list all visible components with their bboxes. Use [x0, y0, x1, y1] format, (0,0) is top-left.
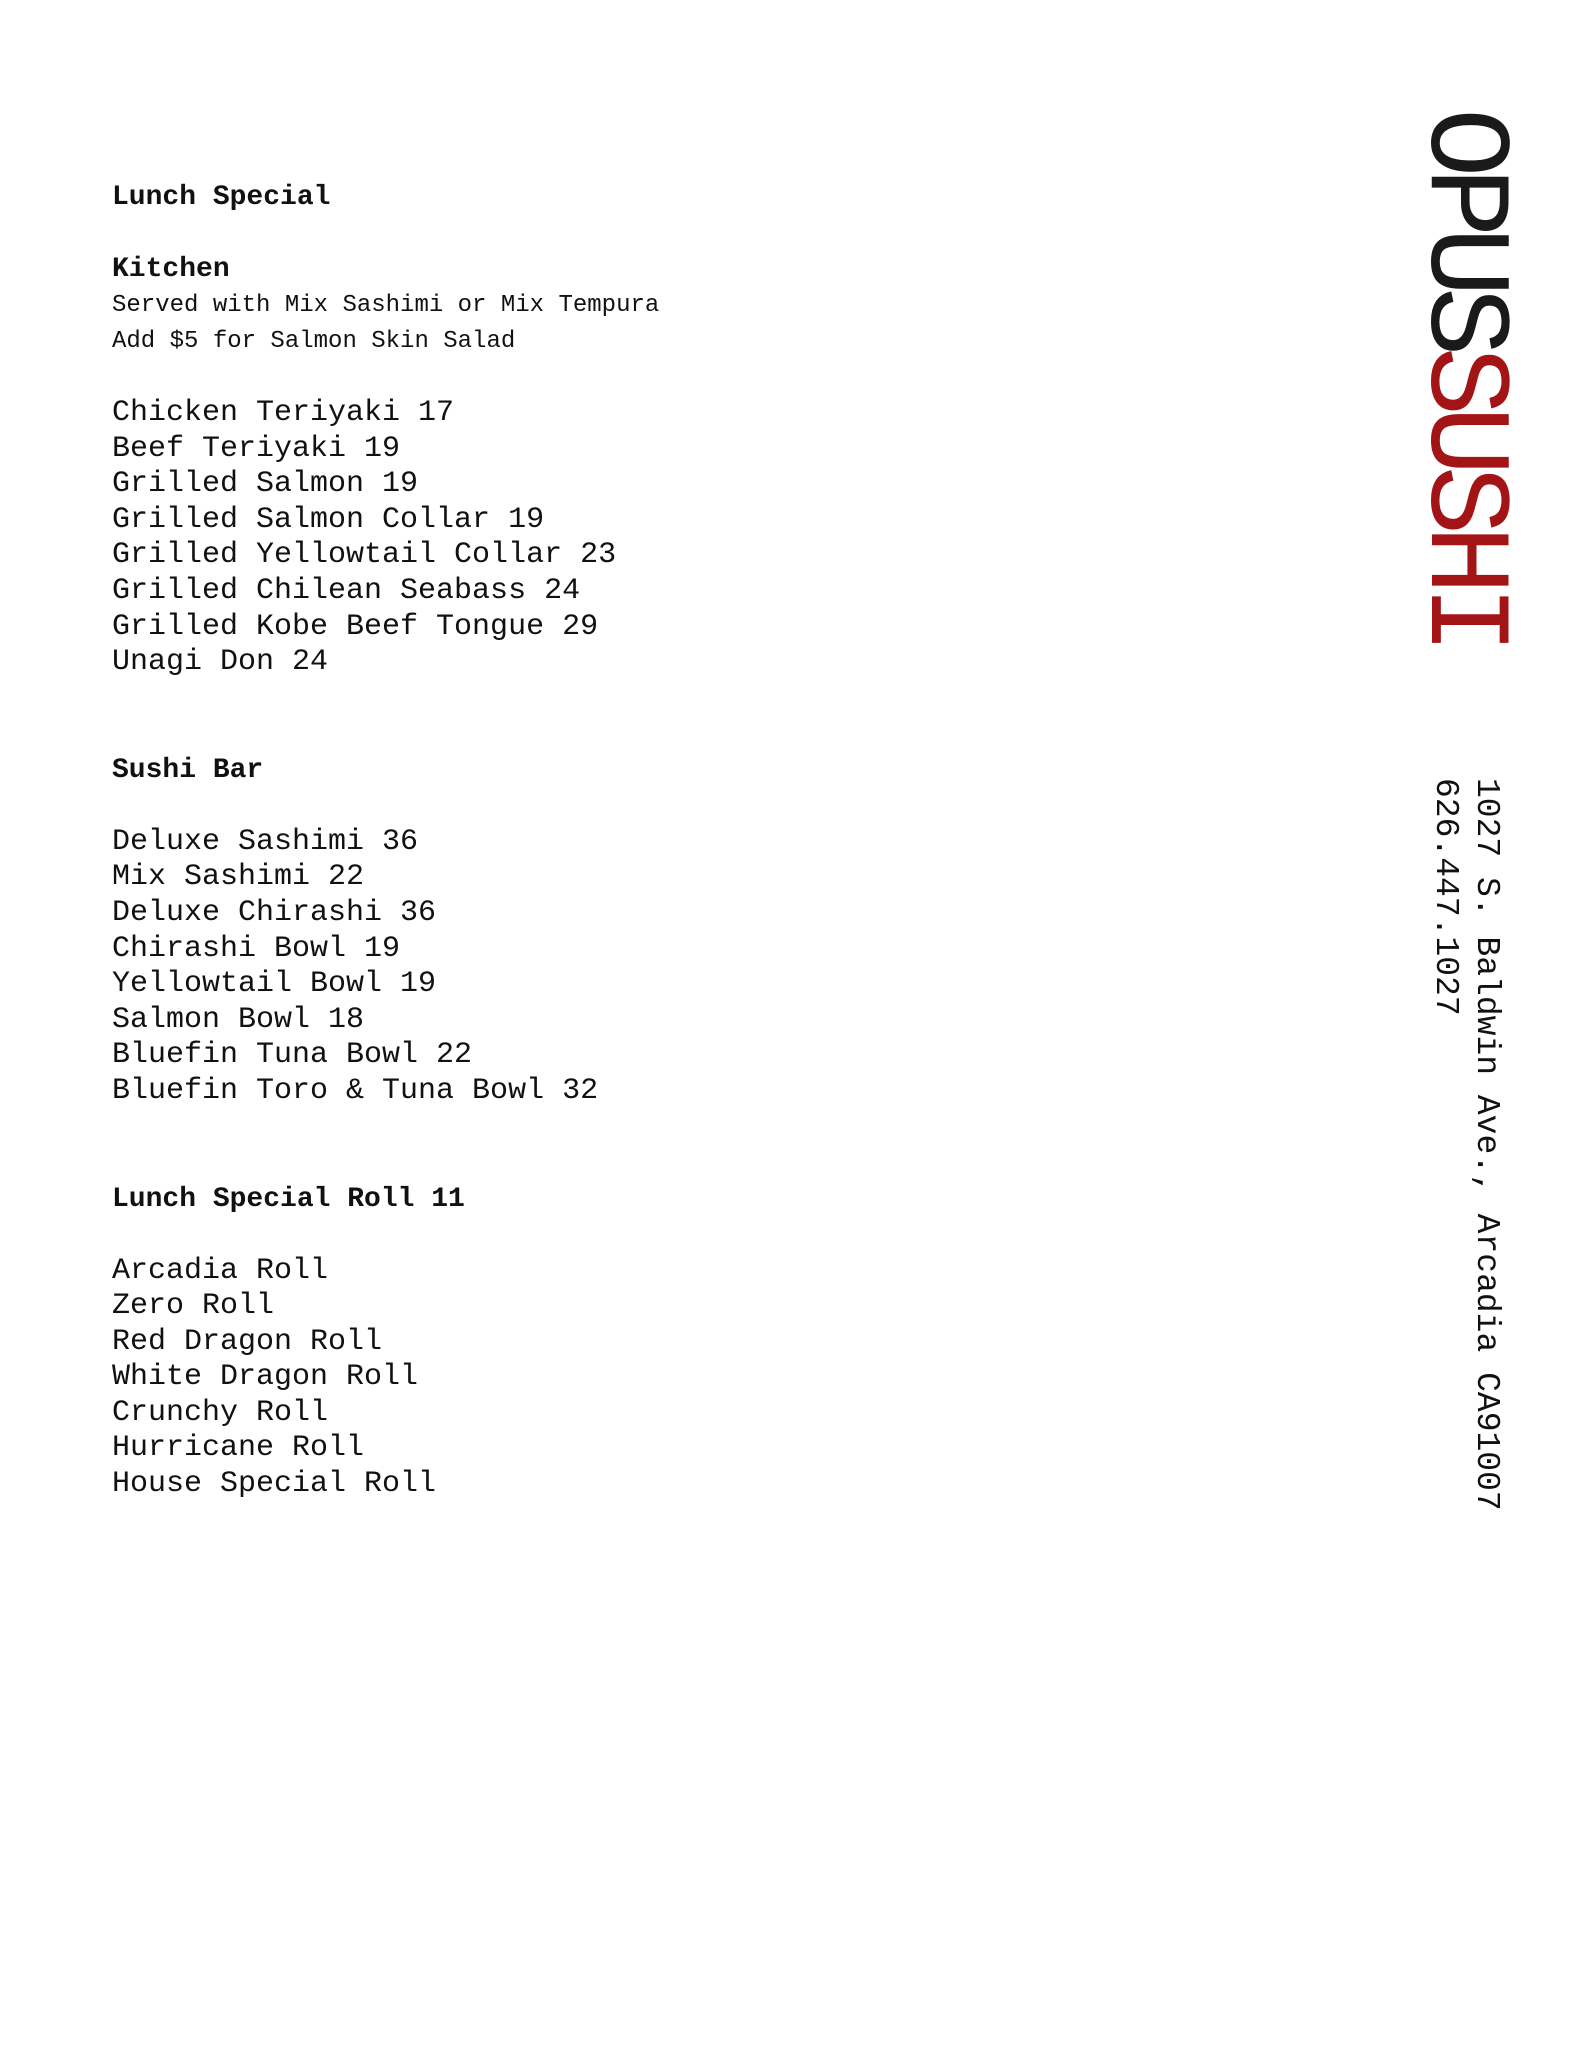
- menu-item: Deluxe Sashimi 36: [112, 824, 419, 859]
- menu-item: Chicken Teriyaki 17: [112, 396, 455, 430]
- special-roll-heading: Lunch Special Roll 11: [112, 1183, 465, 1215]
- menu-title: Lunch Special: [112, 182, 331, 213]
- brand-name-sushi: SUSHI: [1397, 346, 1529, 645]
- menu-item: Bluefin Toro & Tuna Bowl 32: [112, 1073, 599, 1108]
- kitchen-heading: Kitchen: [112, 254, 230, 285]
- menu-item: Grilled Chilean Seabass 24: [112, 573, 581, 608]
- kitchen-items: [112, 396, 1312, 681]
- brand-logo: [1397, 108, 1529, 645]
- menu-item: Grilled Salmon 19: [112, 467, 419, 502]
- section-spacer: [112, 1110, 1312, 1182]
- heading-spacer: [112, 789, 1312, 825]
- menu-item: Mix Sashimi 22: [112, 860, 365, 895]
- section-spacer: [112, 681, 1312, 753]
- kitchen-notes: [112, 288, 1312, 360]
- menu-item: Grilled Salmon Collar 19: [112, 502, 545, 537]
- restaurant-address: 1027 S. Baldwin Ave., Arcadia CA91007: [1468, 778, 1505, 1511]
- menu-item: Zero Roll: [112, 1289, 275, 1324]
- kitchen-section: [112, 252, 1312, 681]
- menu-item: Crunchy Roll: [112, 1395, 329, 1430]
- menu-item: Deluxe Chirashi 36: [112, 895, 437, 930]
- menu-item: Salmon Bowl 18: [112, 1002, 365, 1037]
- kitchen-note: Add $5 for Salmon Skin Salad: [112, 328, 516, 355]
- menu-item: Arcadia Roll: [112, 1253, 329, 1288]
- menu-item: Red Dragon Roll: [112, 1324, 383, 1359]
- kitchen-note: Served with Mix Sashimi or Mix Tempura: [112, 292, 660, 319]
- sushi-bar-items: [112, 825, 1312, 1110]
- menu-item: Grilled Kobe Beef Tongue 29: [112, 609, 599, 644]
- brand-name-opus: OPUS: [1397, 108, 1529, 347]
- special-roll-section: [112, 1182, 1312, 1503]
- menu-item: House Special Roll: [112, 1467, 437, 1502]
- menu-item: Yellowtail Bowl 19: [112, 967, 437, 1002]
- menu-item: Grilled Yellowtail Collar 23: [112, 538, 617, 573]
- menu-item: Beef Teriyaki 19: [112, 431, 401, 466]
- menu-item: Hurricane Roll: [112, 1431, 365, 1466]
- menu-content: [112, 180, 1312, 1503]
- menu-item: White Dragon Roll: [112, 1360, 419, 1395]
- menu-item: Chirashi Bowl 19: [112, 931, 401, 966]
- menu-item: Bluefin Tuna Bowl 22: [112, 1038, 473, 1073]
- menu-item: Unagi Don 24: [112, 645, 329, 680]
- heading-spacer: [112, 1218, 1312, 1254]
- special-roll-items: [112, 1254, 1312, 1503]
- restaurant-phone: 626.447.1027: [1427, 778, 1464, 1016]
- sushi-bar-section: [112, 753, 1312, 1110]
- sushi-bar-heading: Sushi Bar: [112, 754, 264, 786]
